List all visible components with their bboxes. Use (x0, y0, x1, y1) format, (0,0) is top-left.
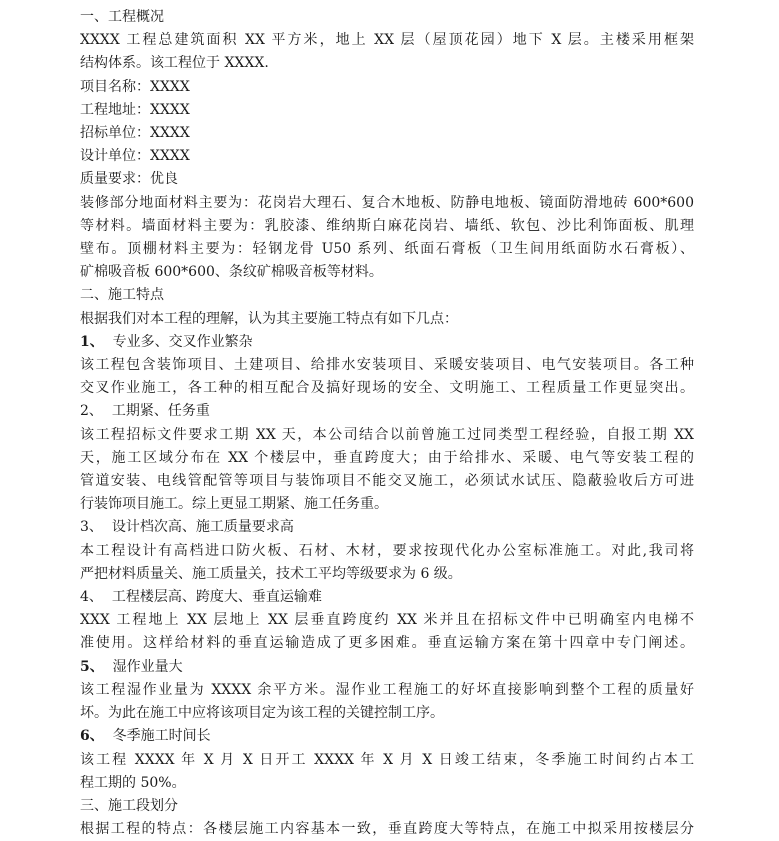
paragraph-line: 根据我们对本工程的理解，认为其主要施工特点有如下几点： (80, 310, 458, 327)
feature-heading (80, 516, 694, 539)
bidding-unit: 招标单位：XXXX (80, 125, 190, 142)
section-heading-segments: 三、施工段划分 (80, 797, 178, 814)
paragraph-line: 矿棉吸音板 600*600、条纹矿棉吸音板等材料。 (80, 264, 383, 281)
paragraph-line: XXX 工程地上 XX 层地上 XX 层垂直跨度约 XX 米并且在招标文件中已明确室内电梯不 (80, 612, 694, 629)
paragraph-line: 结构体系。该工程位于 XXXX. (80, 55, 269, 72)
feature-number: 2、 (80, 403, 103, 420)
feature-heading (80, 656, 694, 679)
section-heading-overview: 一、工程概况 (80, 9, 164, 25)
paragraph-line: 壁布。顶棚材料主要为：轻钢龙骨 U50 系列、纸面石膏板（卫生间用纸面防水石膏板）、 (80, 241, 694, 258)
paragraph-line: 交叉作业施工，各工种的相互配合及搞好现场的安全、文明施工、工程质量工作更显突出。 (80, 380, 694, 397)
feature-heading (80, 586, 694, 609)
paragraph-line: 该工程招标文件要求工期 XX 天，本公司结合以前曾施工过同类型工程经验，自报工期 XX (80, 426, 694, 443)
paragraph-line: 等材料。墙面材料主要为：乳胶漆、维纳斯白麻花岗岩、墙纸、软包、沙比利饰面板、肌理 (80, 217, 694, 234)
paragraph-line: 该工程 XXXX 年 X 月 X 日开工 XXXX 年 X 月 X 日竣工结束，冬季施工时间约占本工 (80, 751, 694, 768)
paragraph-line: 管道安装、电线管配管等项目与装饰项目不能交叉施工，必须试水试压、隐蔽验收后方可进 (80, 473, 694, 490)
design-unit: 设计单位：XXXX (80, 148, 190, 165)
feature-number: 1、 (80, 333, 104, 350)
quality-requirement: 质量要求：优良 (80, 171, 178, 188)
paragraph-line: 坏。为此在施工中应将该项目定为该工程的关键控制工序。 (80, 705, 444, 722)
paragraph-line: 根据工程的特点：各楼层施工内容基本一致，垂直跨度大等特点，在施工中拟采用按楼层分 (80, 821, 694, 838)
feature-title: 工程楼层高、跨度大、垂直运输难 (102, 589, 322, 606)
document-page (80, 6, 694, 841)
feature-number: 4、 (80, 589, 103, 606)
feature-heading (80, 725, 694, 748)
paragraph-line: 装修部分地面材料主要为：花岗岩大理石、复合木地板、防静电地板、镜面防滑地砖 600*600 (80, 194, 694, 211)
paragraph-line: 该工程包含装饰项目、土建项目、给排水安装项目、采暖安装项目、电气安装项目。各工种 (80, 357, 694, 374)
project-name: 项目名称：XXXX (80, 78, 190, 95)
feature-heading (80, 331, 694, 354)
paragraph-line: 严把材料质量关、施工质量关，技术工平均等级要求为 6 级。 (80, 565, 462, 582)
feature-number: 6、 (80, 728, 104, 745)
paragraph-line: 天，施工区域分布在 XX 个楼层中，垂直跨度大；由于给排水、采暖、电气等安装工程的 (80, 449, 694, 466)
feature-title: 工期紧、任务重 (102, 403, 210, 420)
feature-title: 设计档次高、施工质量要求高 (102, 519, 294, 536)
section-heading-features: 二、施工特点 (80, 287, 164, 304)
feature-title: 湿作业量大 (103, 658, 183, 675)
paragraph-line: 程工期的 50%。 (80, 774, 186, 791)
project-address: 工程地址：XXXX (80, 101, 190, 118)
paragraph-line: 该工程湿作业量为 XXXX 余平方米。湿作业工程施工的好坏直接影响到整个工程的质量好 (80, 681, 694, 698)
feature-number: 5、 (80, 658, 104, 675)
paragraph-line: 准使用。这样给材料的垂直运输造成了更多困难。垂直运输方案在第十四章中专门阐述。 (80, 635, 694, 652)
paragraph-line: 行装饰项目施工。综上更显工期紧、施工任务重。 (80, 496, 388, 513)
feature-title: 冬季施工时间长 (103, 728, 211, 745)
paragraph-line: XXXX 工程总建筑面积 XX 平方米，地上 XX 层（屋顶花园）地下 X 层。主楼采用框架 (80, 32, 694, 49)
feature-heading (80, 400, 694, 423)
paragraph-line: 本工程设计有高档进口防火板、石材、木材，要求按现代化办公室标准施工。对此,我司将 (80, 542, 694, 559)
feature-number: 3、 (80, 519, 103, 536)
feature-title: 专业多、交叉作业繁杂 (103, 333, 253, 350)
